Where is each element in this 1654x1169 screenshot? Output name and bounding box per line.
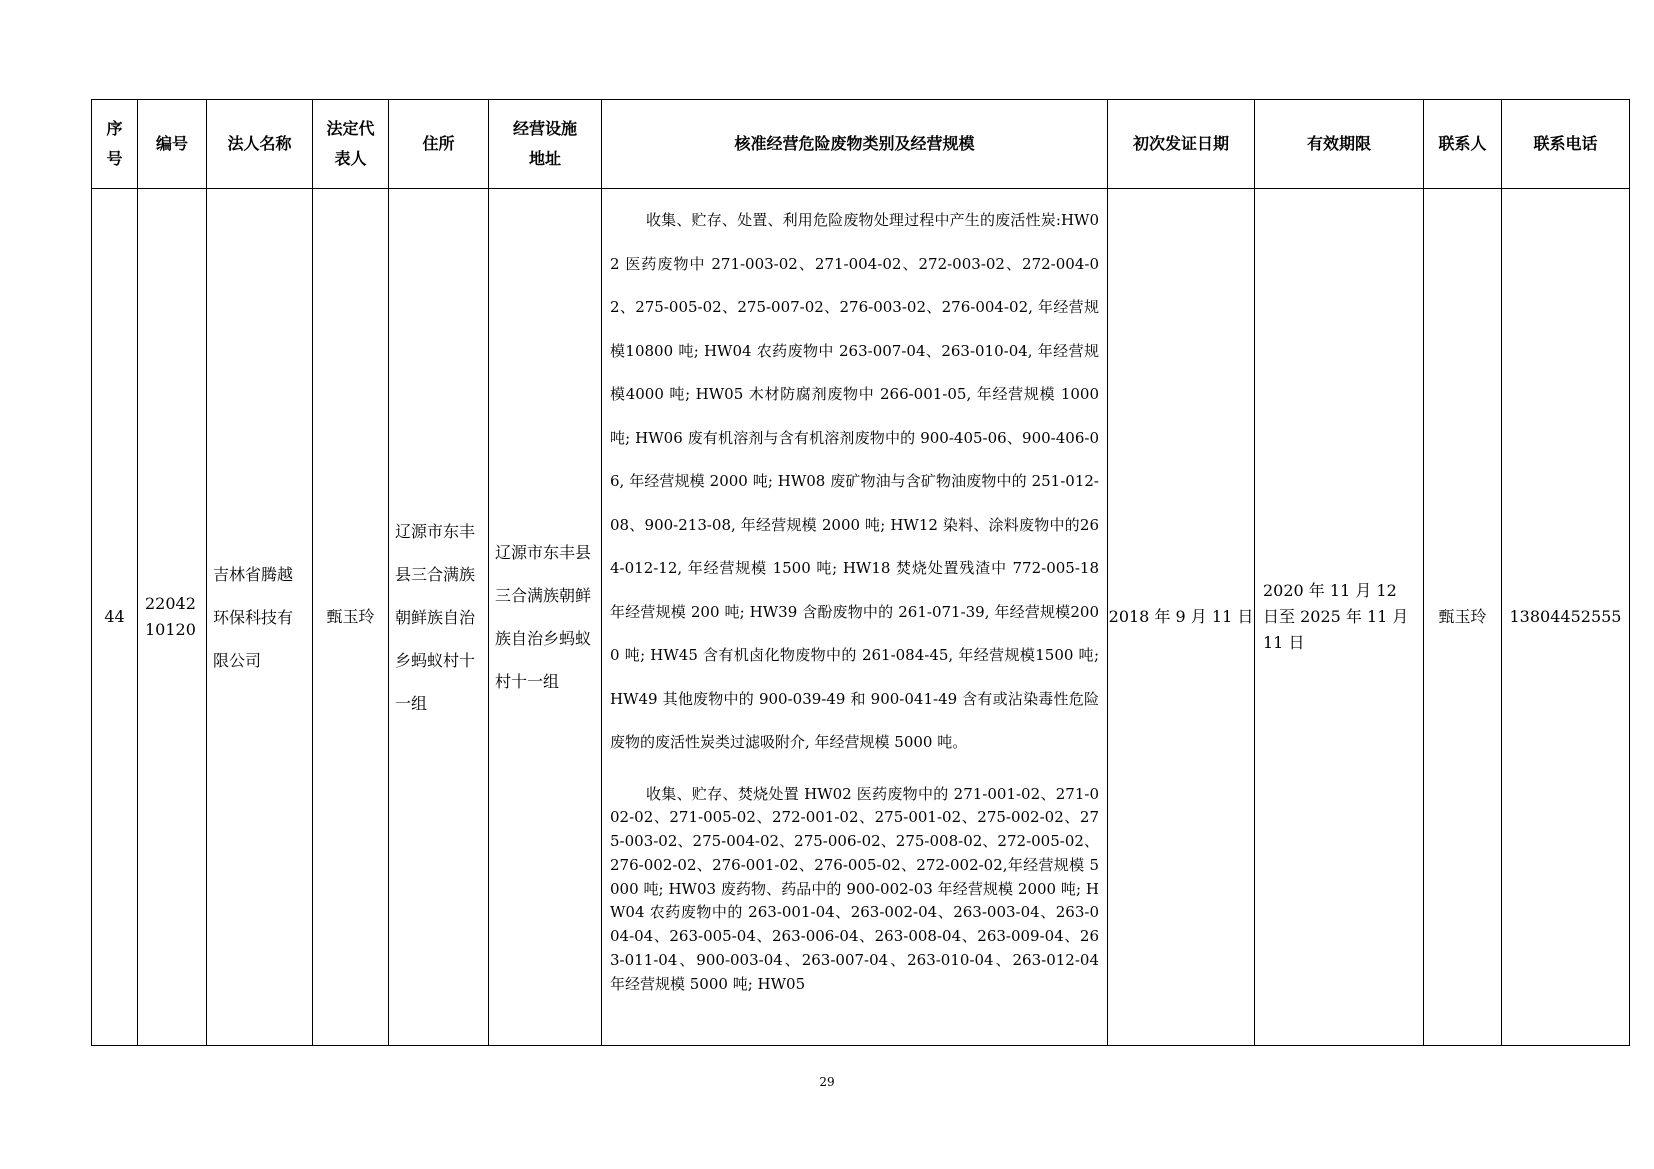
header-validity: 有效期限 <box>1255 100 1424 189</box>
cell-scope <box>602 189 1108 1046</box>
header-legal-rep: 法定代表人 <box>313 100 389 189</box>
cell-phone: 13804452555 <box>1502 189 1630 1046</box>
cell-contact: 甄玉玲 <box>1424 189 1502 1046</box>
header-address: 住所 <box>389 100 489 189</box>
header-facility-address: 经营设施地址 <box>489 100 602 189</box>
cell-validity: 2020 年 11 月 12 日至 2025 年 11 月 11 日 <box>1255 189 1424 1046</box>
header-scope: 核准经营危险废物类别及经营规模 <box>602 100 1108 189</box>
header-seq: 序号 <box>92 100 138 189</box>
table-row <box>92 189 1630 1046</box>
cell-address: 辽源市东丰县三合满族朝鲜族自治乡蚂蚁村十一组 <box>389 189 489 1046</box>
header-contact: 联系人 <box>1424 100 1502 189</box>
page-number: 29 <box>819 1075 835 1089</box>
header-row <box>92 100 1630 189</box>
cell-company: 吉林省腾越环保科技有限公司 <box>207 189 313 1046</box>
scope-paragraph-1: 收集、贮存、处置、利用危险废物处理过程中产生的废活性炭:HW02 医药废物中 271-003-02、271-004-02、272-003-02、272-004-02、275-005-02、275-007-02、276-003-02、276-004-02, 年经营规模10800 吨; HW04 农药废物中 263-007-04、263-010-04, 年经营规模4000 吨; HW05 木材防腐剂废物中 266-001-05, 年经营规模 1000 吨; HW06 废有机溶剂与含有机溶剂废物中的 900-405-06、900-406-06, 年经营规模 2000 吨; HW08 废矿物油与含矿物油废物中的 251-012-08、900-213-08, 年经营规模 2000 吨; HW12 染料、涂料废物中的264-012-12, 年经营规模 1500 吨; HW18 焚烧处置残渣中 772-005-18 年经营规模 200 吨; HW39 含酚废物中的 261-071-39, 年经营规模2000 吨; HW45 含有机卤化物废物中的 261-084-45, 年经营规模1500 吨; HW49 其他废物中的 900-039-49 和 900-041-49 含有或沾染毒性危险废物的废活性炭类过滤吸附介, 年经营规模 5000 吨。 <box>610 211 1099 751</box>
cell-first-issue-date: 2018 年 9 月 11 日 <box>1108 189 1255 1046</box>
cell-facility-address: 辽源市东丰县三合满族朝鲜族自治乡蚂蚁村十一组 <box>489 189 602 1046</box>
header-phone: 联系电话 <box>1502 100 1630 189</box>
scope-paragraph-2: 收集、贮存、焚烧处置 HW02 医药废物中的 271-001-02、271-002-02、271-005-02、272-001-02、275-001-02、275-002-02、275-003-02、275-004-02、275-006-02、275-008-02、272-005-02、276-002-02、276-001-02、276-005-02、272-002-02,年经营规模 5000 吨; HW03 废药物、药品中的 900-002-03 年经营规模 2000 吨; HW04 农药废物中的 263-001-04、263-002-04、263-003-04、263-004-04、263-005-04、263-006-04、263-008-04、263-009-04、263-011-04、900-003-04、263-007-04、263-010-04、263-012-04 年经营规模 5000 吨; HW05 <box>610 784 1099 993</box>
cell-code: 2204210120 <box>138 189 207 1046</box>
cell-seq: 44 <box>92 189 138 1046</box>
header-code: 编号 <box>138 100 207 189</box>
header-company: 法人名称 <box>207 100 313 189</box>
cell-legal-rep: 甄玉玲 <box>313 189 389 1046</box>
permit-table <box>91 99 1630 1046</box>
header-first-issue-date: 初次发证日期 <box>1108 100 1255 189</box>
